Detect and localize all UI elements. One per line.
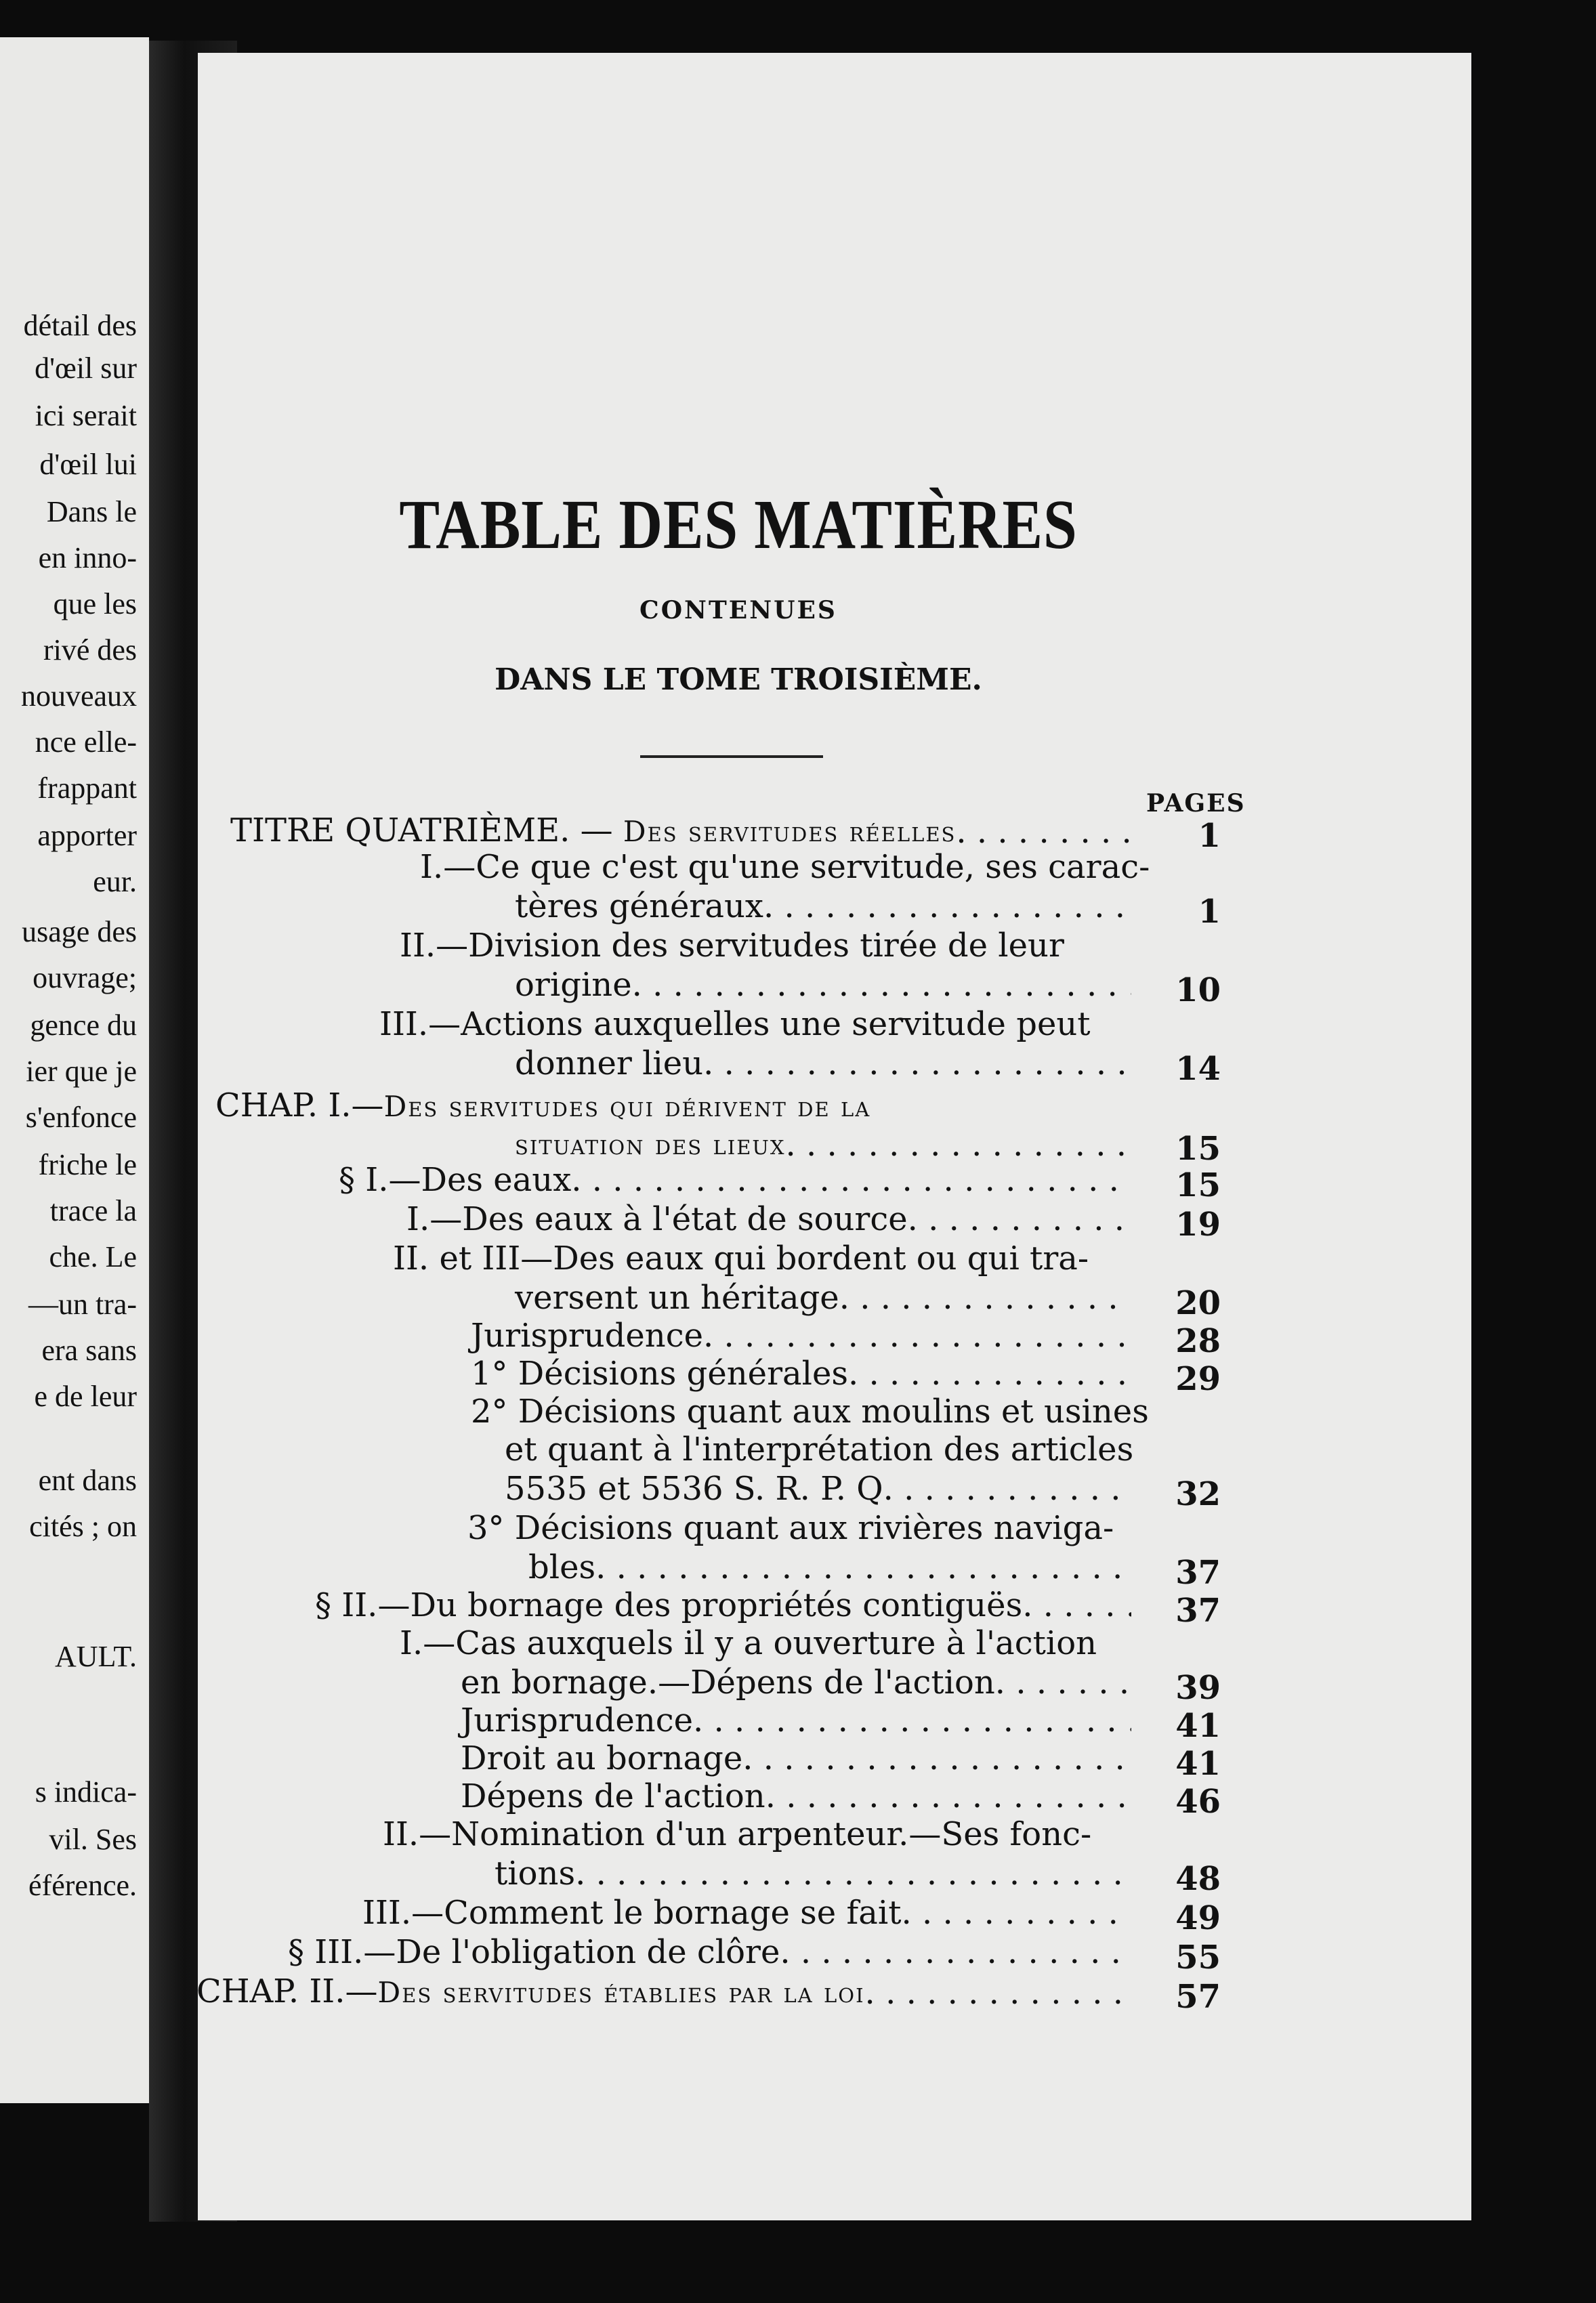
toc-entry-text: III.—Actions auxquelles une servitude peut: [379, 1005, 1091, 1043]
toc-entry: [505, 1431, 1133, 1469]
dot-leader: [995, 1664, 1131, 1702]
volume-label: DANS LE TOME TROISIÈME.: [495, 662, 982, 697]
toc-entry: [406, 1200, 1131, 1238]
left-page-text-fragment: e de leur: [34, 1380, 137, 1413]
toc-page-number: 39: [1175, 1669, 1221, 1707]
toc-entry: [515, 1279, 1131, 1317]
toc-page-number: 57: [1175, 1978, 1221, 2016]
toc-entry-text: I.—Cas auxquels il y a ouverture à l'action: [400, 1624, 1097, 1662]
left-page-text-fragment: ici serait: [35, 399, 137, 432]
left-page-text-fragment: gence du: [30, 1009, 137, 1042]
toc-entry-text: 2° Décisions quant aux moulins et usines: [471, 1393, 1149, 1431]
left-page-text-fragment: apporter: [37, 819, 137, 852]
toc-entry-text: tères généraux: [515, 887, 763, 925]
left-page-text-fragment: ouvrage;: [33, 961, 137, 994]
toc-entry: [461, 1664, 1131, 1702]
toc-entry: [393, 1240, 1089, 1277]
left-page-text-fragment: che. Le: [49, 1240, 137, 1273]
toc-page-number: 37: [1175, 1592, 1221, 1630]
toc-entry: [379, 1005, 1091, 1043]
left-page-text-fragment: ent dans: [38, 1464, 137, 1497]
dot-leader: [902, 1894, 1132, 1932]
toc-entry-text: II.—Division des servitudes tirée de leur: [400, 927, 1064, 965]
dot-leader: [703, 1044, 1131, 1082]
toc-entry-text: CHAP. I.—: [215, 1086, 384, 1124]
page-title: TABLE DES MATIÈRES: [399, 486, 1078, 564]
left-page-text-fragment: —un tra-: [28, 1288, 137, 1321]
toc-entry: [528, 1548, 1131, 1586]
left-page-text-fragment: détail des: [23, 309, 137, 342]
left-page-text-fragment: en inno-: [38, 541, 137, 574]
toc-entry-text: 3° Décisions quant aux rivières naviga-: [467, 1509, 1114, 1547]
left-page-text-fragment: nce elle-: [35, 725, 137, 759]
toc-entry: [471, 1355, 1131, 1393]
dot-leader: [785, 1126, 1131, 1164]
toc-entry-text: § I.—Des eaux: [339, 1161, 572, 1199]
toc-entry-text: 5535 et 5536 S. R. P. Q: [505, 1470, 883, 1508]
left-page-text-fragment: rivé des: [43, 633, 137, 667]
toc-page-number: 41: [1175, 1707, 1221, 1745]
toc-page-number: 32: [1175, 1475, 1221, 1513]
toc-entry: [400, 927, 1064, 965]
dot-leader: [908, 1200, 1131, 1238]
toc-entry: [288, 1933, 1131, 1971]
toc-entry-text: tions: [495, 1855, 576, 1893]
dot-leader: [839, 1279, 1131, 1317]
toc-page-number: 46: [1175, 1783, 1221, 1821]
toc-page-number: 49: [1175, 1899, 1221, 1937]
toc-entry-text: origine: [515, 966, 632, 1004]
toc-entry-text: II.—Nomination d'un arpenteur.—Ses fonc-: [383, 1815, 1092, 1853]
dot-leader: [703, 1317, 1131, 1355]
toc-entry: [515, 1124, 1131, 1164]
toc-entry-text: Dépens de l'action: [461, 1777, 765, 1815]
toc-page-number: 14: [1175, 1050, 1221, 1088]
toc-entry-text: I.—Des eaux à l'état de source: [406, 1200, 908, 1238]
left-facing-page: [0, 37, 149, 2103]
dot-leader: [956, 813, 1131, 851]
toc-entry: [461, 1777, 1131, 1815]
toc-entry: [420, 848, 1150, 886]
toc-entry-text: III.—Comment le bornage se fait: [362, 1894, 902, 1932]
toc-entry: [315, 1586, 1131, 1624]
left-page-text-fragment: d'œil sur: [35, 352, 137, 385]
toc-entry: [339, 1161, 1131, 1199]
left-page-text-fragment: friche le: [38, 1148, 137, 1181]
toc-entry-text: Jurisprudence: [471, 1317, 704, 1355]
page-subtitle: CONTENUES: [639, 596, 837, 625]
toc-entry-section-title: Des servitudes qui dérivent de la: [383, 1090, 871, 1123]
toc-entry: [215, 1086, 870, 1126]
toc-entry-section-title: Des servitudes établies par la loi: [377, 1976, 865, 2009]
toc-entry: [196, 1972, 1131, 2012]
dot-leader: [780, 1933, 1131, 1971]
left-page-text-fragment: d'œil lui: [39, 448, 137, 481]
left-page-text-fragment: que les: [53, 587, 137, 620]
toc-entry-section-title: situation des lieux: [515, 1128, 786, 1161]
toc-entry: [515, 966, 1131, 1004]
toc-entry: [383, 1815, 1091, 1853]
toc-page-number: 29: [1175, 1360, 1221, 1398]
toc-page-number: 48: [1175, 1860, 1221, 1898]
dot-leader: [632, 966, 1131, 1004]
left-page-text-fragment: usage des: [22, 915, 137, 948]
dot-leader: [1022, 1586, 1131, 1624]
toc-entry: [461, 1702, 1131, 1739]
toc-entry-text: et quant à l'interprétation des articles: [505, 1431, 1134, 1469]
dot-leader: [595, 1548, 1131, 1586]
left-page-text-fragment: éférence.: [28, 1869, 137, 1902]
left-page-text-fragment: nouveaux: [20, 679, 137, 713]
toc-entry-text: donner lieu: [515, 1044, 704, 1082]
dot-leader: [765, 1777, 1131, 1815]
toc-page-number: 37: [1175, 1554, 1221, 1592]
toc-entry-text: versent un héritage: [515, 1279, 839, 1317]
divider: [640, 755, 823, 758]
toc-entry: [230, 811, 1131, 851]
toc-entry-section-title: Des servitudes réelles: [623, 815, 957, 848]
toc-page-number: 1: [1198, 817, 1221, 855]
toc-entry-text: Droit au bornage: [461, 1739, 743, 1777]
toc-entry: [515, 1044, 1131, 1082]
toc-entry: [467, 1509, 1114, 1547]
toc-entry-text: Jurisprudence: [461, 1702, 694, 1739]
toc-page-number: 1: [1198, 893, 1221, 931]
toc-entry-text: 1° Décisions générales: [471, 1355, 849, 1393]
dot-leader: [763, 887, 1131, 925]
toc-entry-text: bles: [528, 1548, 596, 1586]
toc-page-number: 15: [1175, 1166, 1221, 1204]
toc-entry-text: § III.—De l'obligation de clôre: [288, 1933, 780, 1971]
left-page-text-fragment: era sans: [41, 1334, 137, 1367]
left-page-text-fragment: eur.: [93, 865, 137, 898]
toc-entry: [461, 1739, 1131, 1777]
toc-entry: [471, 1317, 1131, 1355]
left-page-text-fragment: s indica-: [35, 1775, 137, 1809]
left-page-text-fragment: s'enfonce: [25, 1101, 137, 1134]
toc-entry: [495, 1855, 1131, 1893]
toc-entry: [400, 1624, 1097, 1662]
pages-column-header: PAGES: [1146, 789, 1246, 818]
toc-page-number: 10: [1175, 971, 1221, 1009]
toc-page-number: 15: [1175, 1130, 1221, 1168]
left-page-text-fragment: frappant: [37, 772, 137, 805]
toc-page-number: 20: [1175, 1284, 1221, 1322]
left-page-text-fragment: ier que je: [26, 1055, 137, 1088]
toc-entry: [471, 1393, 1149, 1431]
toc-entry-text: CHAP. II.—: [196, 1972, 378, 2010]
toc-entry-text: en bornage.—Dépens de l'action: [461, 1664, 995, 1702]
dot-leader: [575, 1855, 1131, 1893]
toc-entry-text: I.—Ce que c'est qu'une servitude, ses carac-: [420, 848, 1150, 886]
left-page-text-fragment: cités ; on: [29, 1510, 137, 1543]
toc-page-number: 28: [1175, 1322, 1221, 1360]
toc-entry: [362, 1894, 1131, 1932]
toc-page-number: 19: [1175, 1206, 1221, 1244]
toc-page-number: 55: [1175, 1939, 1221, 1977]
left-page-text-fragment: trace la: [49, 1194, 137, 1227]
dot-leader: [571, 1161, 1131, 1199]
dot-leader: [848, 1355, 1131, 1393]
dot-leader: [865, 1974, 1131, 2012]
toc-entry: [515, 887, 1131, 925]
left-page-text-fragment: vil. Ses: [49, 1823, 137, 1856]
left-page-text-fragment: AULT.: [55, 1640, 137, 1673]
toc-entry-text: § II.—Du bornage des propriétés contiguës: [315, 1586, 1023, 1624]
left-page-text-fragment: Dans le: [46, 495, 137, 528]
toc-page-number: 41: [1175, 1745, 1221, 1783]
toc-entry-text: II. et III—Des eaux qui bordent ou qui tra-: [393, 1240, 1089, 1277]
toc-entry-text: TITRE QUATRIÈME. —: [230, 811, 623, 849]
dot-leader: [742, 1739, 1131, 1777]
dot-leader: [693, 1702, 1131, 1739]
toc-entry: [505, 1470, 1131, 1508]
dot-leader: [883, 1470, 1131, 1508]
